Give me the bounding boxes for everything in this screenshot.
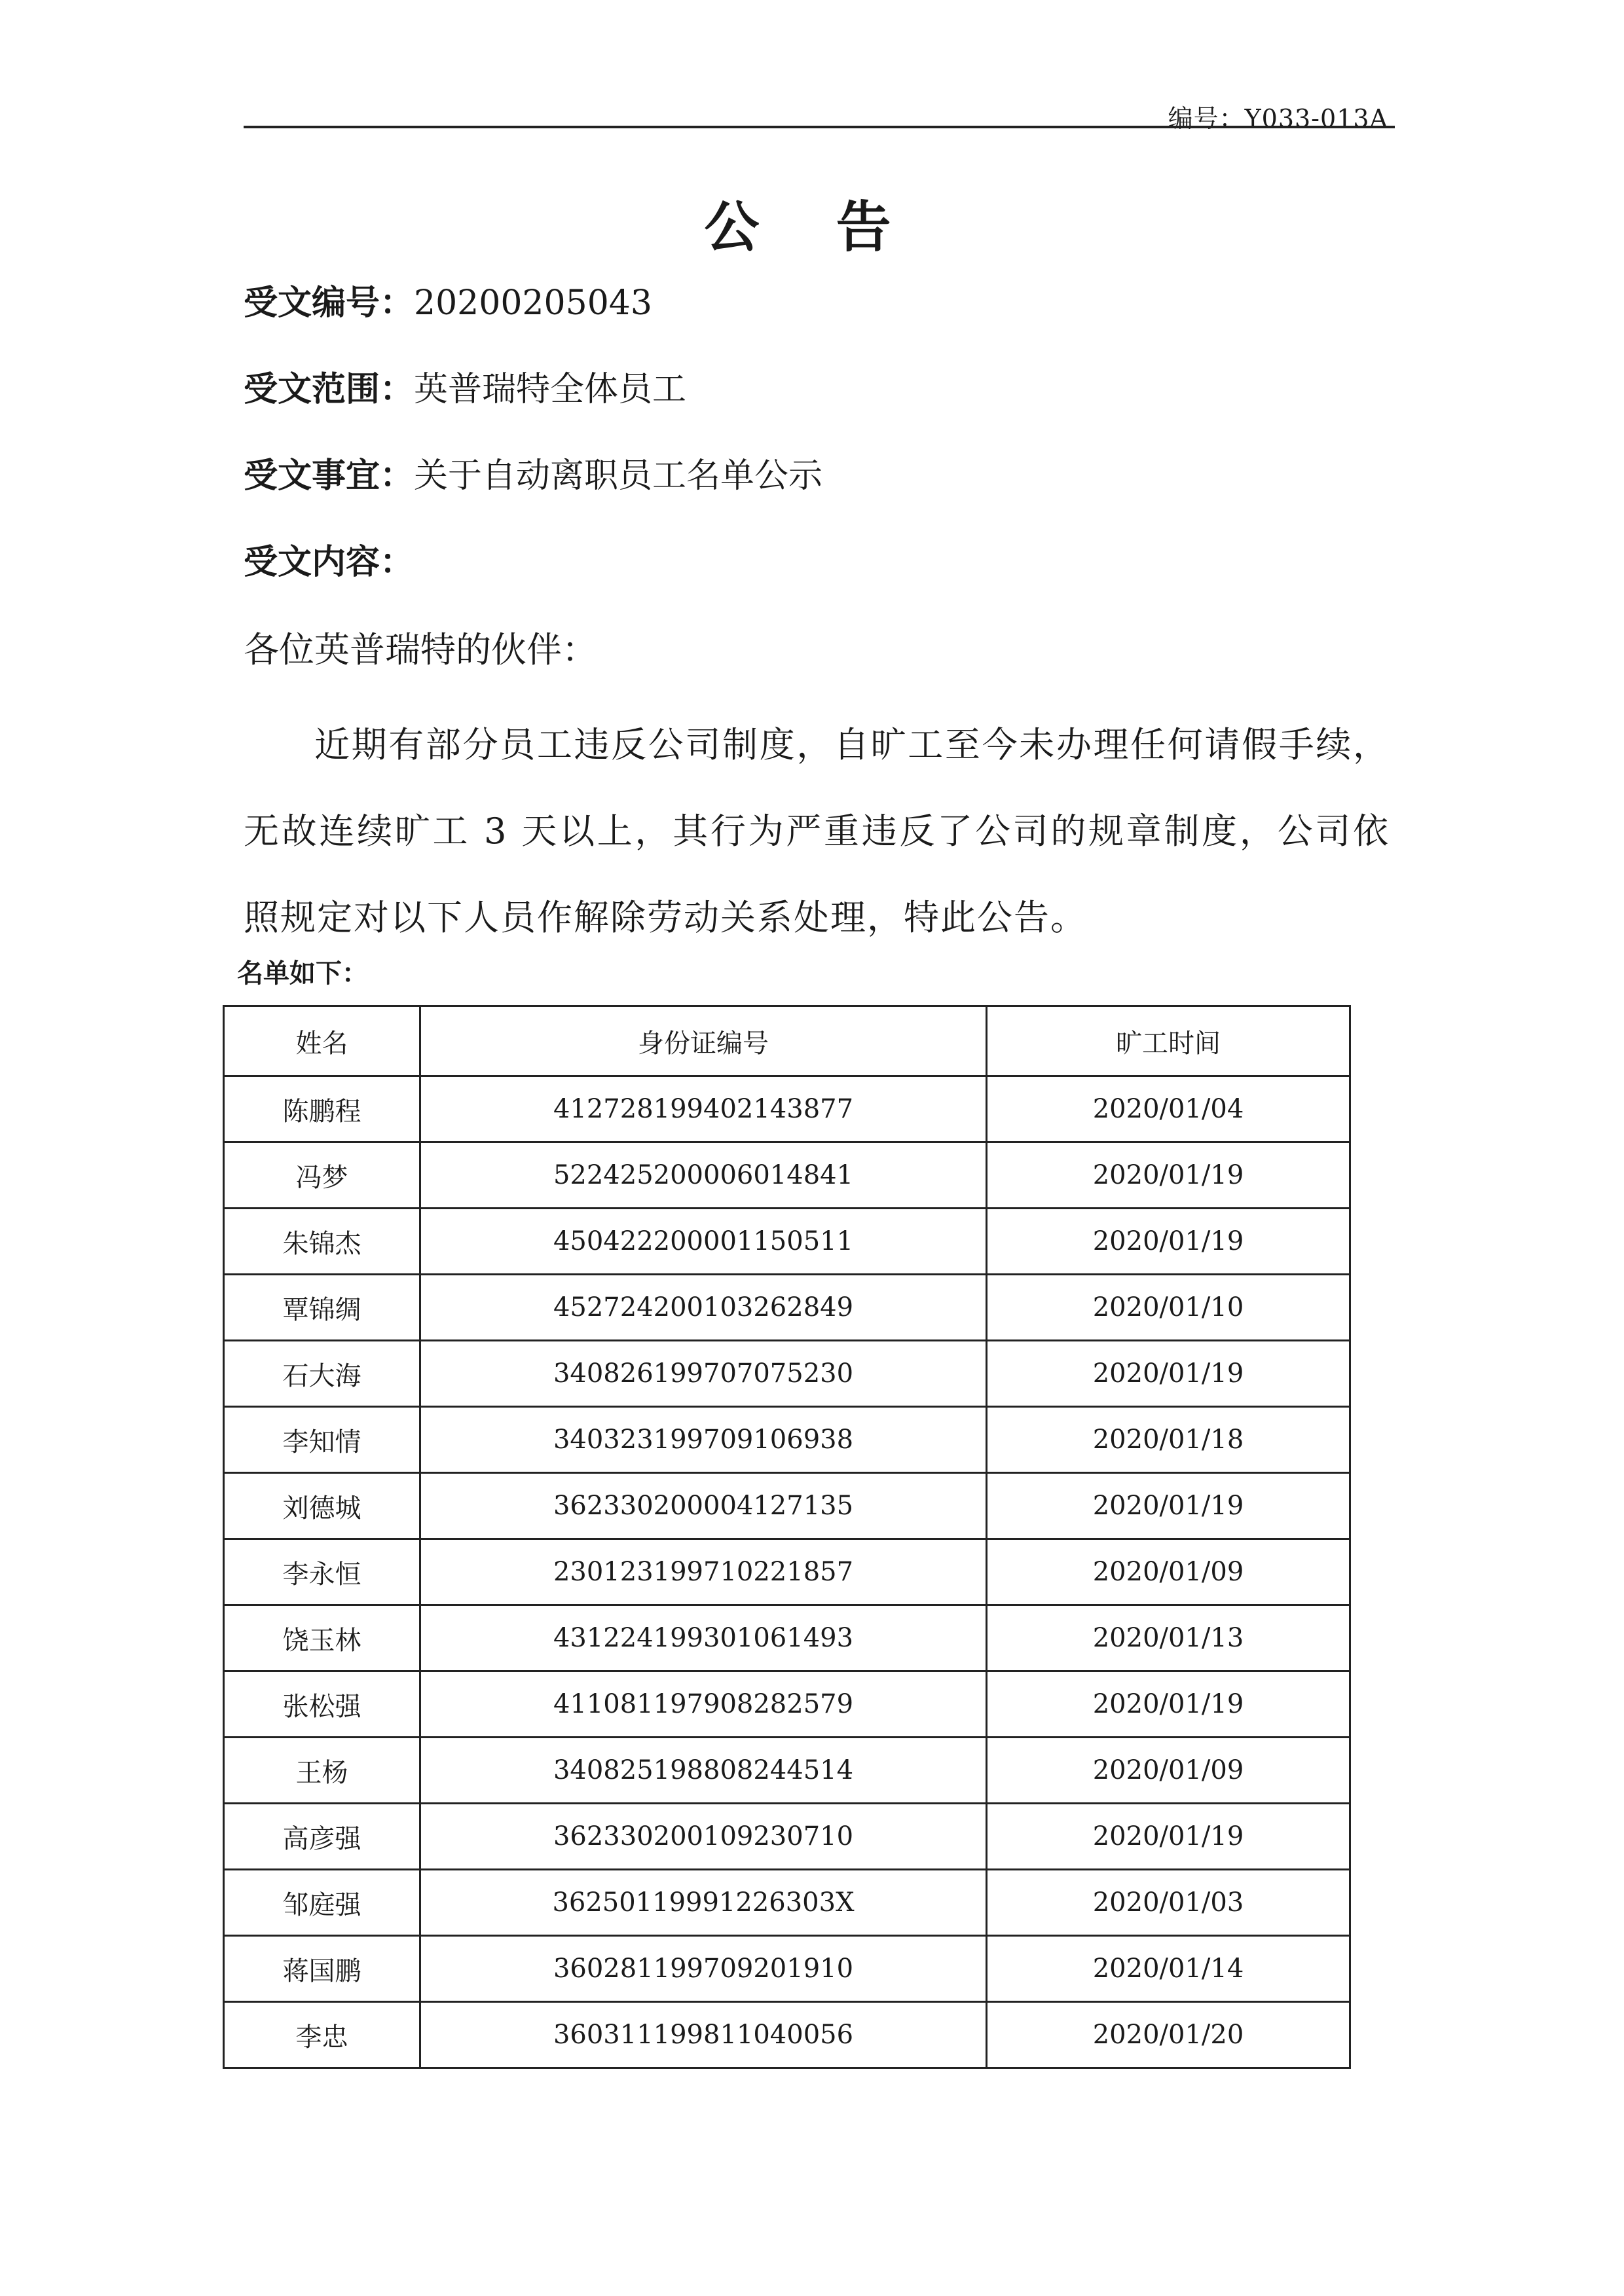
name-cell: 李永恒	[224, 1539, 420, 1605]
id-cell: 411081197908282579	[420, 1671, 987, 1738]
date-cell: 2020/01/14	[987, 1936, 1350, 2002]
table-row	[224, 1407, 1350, 1473]
name-cell: 李忠	[224, 2002, 420, 2068]
header-divider	[244, 126, 1395, 128]
table-row	[224, 1142, 1350, 1209]
table-row	[224, 2002, 1350, 2068]
id-cell: 431224199301061493	[420, 1605, 987, 1671]
date-cell: 2020/01/10	[987, 1275, 1350, 1341]
meta-subject-label: 受文事宜：	[244, 456, 415, 496]
table-row	[224, 1209, 1350, 1275]
id-cell: 340825198808244514	[420, 1738, 987, 1804]
id-cell: 230123199710221857	[420, 1539, 987, 1605]
body-paragraph: 近期有部分员工违反公司制度，自旷工至今未办理任何请假手续，无故连续旷工 3 天以上，其行为严重违反了公司的规章制度，公司依照规定对以下人员作解除劳动关系处理，特此公告。	[244, 724, 1390, 938]
name-cell: 高彦强	[224, 1804, 420, 1870]
table-header-row	[224, 1006, 1350, 1076]
date-cell: 2020/01/20	[987, 2002, 1350, 2068]
date-cell: 2020/01/03	[987, 1870, 1350, 1936]
table-row	[224, 1341, 1350, 1407]
table-row	[224, 1539, 1350, 1605]
id-cell: 522425200006014841	[420, 1142, 987, 1209]
date-cell: 2020/01/19	[987, 1804, 1350, 1870]
column-header-id: 身份证编号	[420, 1006, 987, 1076]
column-header-name: 姓名	[224, 1006, 420, 1076]
table-row	[224, 1076, 1350, 1142]
id-cell: 360311199811040056	[420, 2002, 987, 2068]
name-cell: 陈鹏程	[224, 1076, 420, 1142]
date-cell: 2020/01/19	[987, 1209, 1350, 1275]
name-cell: 冯梦	[224, 1142, 420, 1209]
column-header-date: 旷工时间	[987, 1006, 1350, 1076]
meta-ref-value: 20200205043	[414, 283, 652, 323]
name-cell: 蒋国鹏	[224, 1936, 420, 2002]
table-row	[224, 1936, 1350, 2002]
meta-subject-row	[244, 448, 822, 497]
table-row	[224, 1671, 1350, 1738]
name-cell: 张松强	[224, 1671, 420, 1738]
date-cell: 2020/01/18	[987, 1407, 1350, 1473]
meta-content-label: 受文内容：	[244, 543, 415, 582]
date-cell: 2020/01/09	[987, 1539, 1350, 1605]
id-cell: 362330200004127135	[420, 1473, 987, 1539]
name-cell: 覃锦绸	[224, 1275, 420, 1341]
table-row	[224, 1870, 1350, 1936]
id-cell: 340826199707075230	[420, 1341, 987, 1407]
id-cell: 452724200103262849	[420, 1275, 987, 1341]
id-cell: 340323199709106938	[420, 1407, 987, 1473]
date-cell: 2020/01/19	[987, 1473, 1350, 1539]
name-cell: 朱锦杰	[224, 1209, 420, 1275]
id-cell: 360281199709201910	[420, 1936, 987, 2002]
date-cell: 2020/01/13	[987, 1605, 1350, 1671]
table-row	[224, 1804, 1350, 1870]
name-cell: 饶玉林	[224, 1605, 420, 1671]
meta-scope-value: 英普瑞特全体员工	[414, 370, 687, 409]
name-cell: 石大海	[224, 1341, 420, 1407]
id-cell: 412728199402143877	[420, 1076, 987, 1142]
date-cell: 2020/01/19	[987, 1341, 1350, 1407]
date-cell: 2020/01/19	[987, 1142, 1350, 1209]
id-cell: 36250119991226303X	[420, 1870, 987, 1936]
date-cell: 2020/01/19	[987, 1671, 1350, 1738]
meta-subject-value: 关于自动离职员工名单公示	[414, 456, 823, 496]
document-number: 编号：Y033-013A	[1168, 104, 1388, 133]
page-title: 公 告	[704, 195, 920, 259]
name-cell: 李知情	[224, 1407, 420, 1473]
name-cell: 王杨	[224, 1738, 420, 1804]
meta-content-row	[244, 534, 414, 583]
id-cell: 450422200001150511	[420, 1209, 987, 1275]
date-cell: 2020/01/09	[987, 1738, 1350, 1804]
greeting: 各位英普瑞特的伙伴：	[244, 629, 597, 670]
meta-scope-row	[244, 361, 686, 410]
employee-table	[223, 1005, 1351, 2069]
table-row	[224, 1738, 1350, 1804]
meta-scope-label: 受文范围：	[244, 370, 415, 409]
name-cell: 邹庭强	[224, 1870, 420, 1936]
meta-ref-row	[244, 275, 652, 324]
name-cell: 刘德城	[224, 1473, 420, 1539]
date-cell: 2020/01/04	[987, 1076, 1350, 1142]
table-row	[224, 1275, 1350, 1341]
table-row	[224, 1605, 1350, 1671]
list-label: 名单如下：	[237, 958, 368, 989]
id-cell: 362330200109230710	[420, 1804, 987, 1870]
meta-ref-label: 受文编号：	[244, 283, 415, 323]
table-row	[224, 1473, 1350, 1539]
